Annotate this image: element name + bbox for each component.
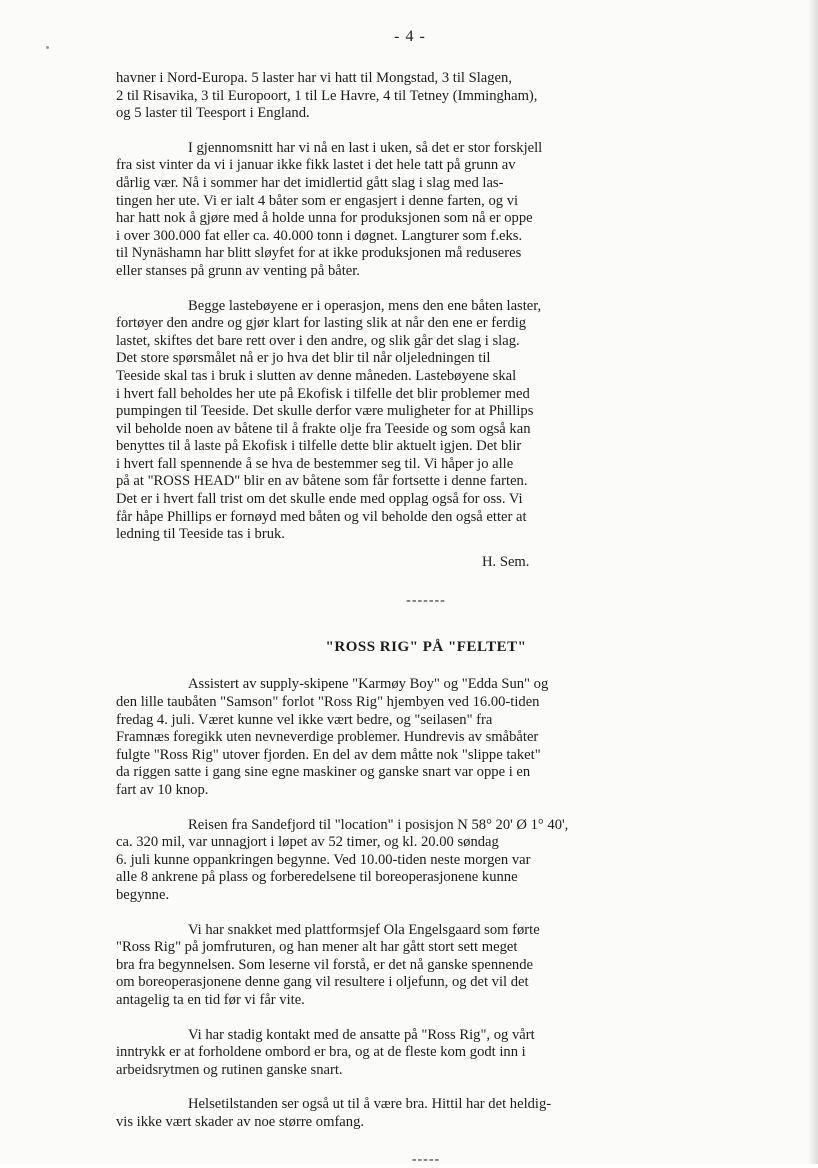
text-line: og 5 laster til Teesport i England. bbox=[116, 105, 310, 122]
text-line: 2 til Risavika, 3 til Europoort, 1 til Le Havre, 4 til Tetney (Immingham), bbox=[116, 87, 538, 104]
text-line: bra fra begynnelsen. Som leserne vil forstå, er det nå ganske spennende bbox=[116, 956, 533, 973]
text-line: i hvert fall spennende å se hva de bestemmer seg til. Vi håper jo alle bbox=[116, 455, 514, 472]
text-line: får håpe Phillips er fornøyd med båten og vil beholde den også etter at bbox=[116, 508, 527, 525]
section-divider: ----- bbox=[411, 1151, 441, 1167]
text-line: pumpingen til Teeside. Det skulle derfor være muligheter for at Phillips bbox=[116, 403, 534, 420]
text-line: ca. 320 mil, var unnagjort i løpet av 52 timer, og kl. 20.00 søndag bbox=[116, 834, 499, 851]
text-line: den lille taubåten "Samson" forlot "Ross Rig" hjembyen ved 16.00-tiden bbox=[116, 694, 540, 711]
text-line: da riggen satte i gang sine egne maskiner og ganske snart var oppe i en bbox=[116, 764, 531, 781]
text-line: antagelig ta en tid før vi får vite. bbox=[116, 991, 305, 1008]
text-line: Helsetilstanden ser også ut til å være bra. Hittil har det heldig- bbox=[188, 1096, 552, 1113]
paragraph-health bbox=[116, 1096, 736, 1131]
paragraph-platform-chief bbox=[116, 922, 736, 1010]
text-line: 6. juli kunne oppankringen begynne. Ved 10.00-tiden neste morgen var bbox=[116, 851, 531, 868]
paragraph-ports-list bbox=[116, 70, 736, 123]
text-line: vil beholde noen av båtene til å frakte olje fra Teeside og som også kan bbox=[116, 420, 531, 437]
paragraph-loading-frequency bbox=[116, 140, 736, 281]
text-line: Framnæs foregikk uten nevneverdige problemer. Hundrevis av småbåter bbox=[116, 729, 539, 746]
text-line: fra sist vinter da vi i januar ikke fikk lastet i det hele tatt på grunn av bbox=[116, 157, 516, 174]
section-divider: ------- bbox=[406, 593, 446, 609]
text-line: havner i Nord-Europa. 5 laster har vi hatt til Mongstad, 3 til Slagen, bbox=[116, 70, 512, 86]
text-line: Det store spørsmålet nå er jo hva det blir til når oljeledningen til bbox=[116, 350, 491, 367]
text-line: dårlig vær. Nå i sommer har det imidlertid gått slag i slag med las- bbox=[116, 174, 504, 191]
section-title: "ROSS RIG" PÅ "FELTET" bbox=[325, 639, 527, 656]
text-line: har hatt nok å gjøre med å holde unna for produksjonen som nå er oppe bbox=[116, 210, 533, 227]
text-line: til Nynäshamn har blitt sløyfet for at ikke produksjonen må reduseres bbox=[116, 245, 522, 262]
text-line: Teeside skal tas i bruk i slutten av denne måneden. Lastebøyene skal bbox=[116, 367, 517, 384]
text-line: på at "ROSS HEAD" blir en av båtene som får fortsette i denne farten. bbox=[116, 473, 528, 490]
text-line: vis ikke vært skader av noe større omfang. bbox=[116, 1113, 365, 1130]
text-line: fredag 4. juli. Været kunne vel ikke vært bedre, og "seilasen" fra bbox=[116, 711, 493, 728]
paragraph-loading-buoys bbox=[116, 298, 736, 544]
text-line: "Ross Rig" på jomfruturen, og han mener alt har gått stort sett meget bbox=[116, 939, 518, 956]
scan-speck bbox=[46, 46, 49, 49]
paragraph-departure bbox=[116, 676, 736, 799]
page-edge-shadow bbox=[808, 0, 818, 1164]
paragraph-voyage bbox=[116, 817, 736, 905]
text-line: I gjennomsnitt har vi nå en last i uken, så det er stor forskjell bbox=[188, 139, 543, 156]
text-line: ledning til Teeside tas i bruk. bbox=[116, 526, 285, 543]
text-line: om boreoperasjonene denne gang vil resultere i oljefunn, og det vil det bbox=[116, 974, 529, 991]
page-content bbox=[116, 70, 736, 1168]
text-line: i over 300.000 fat eller ca. 40.000 tonn i døgnet. Langturer som f.eks. bbox=[116, 227, 523, 244]
text-line: fulgte "Ross Rig" utover fjorden. En del av dem måtte nok "slippe taket" bbox=[116, 746, 541, 763]
text-line: eller stanses på grunn av venting på båter. bbox=[116, 262, 360, 279]
text-line: begynne. bbox=[116, 886, 170, 903]
text-line: Det er i hvert fall trist om det skulle ende med opplag også for oss. Vi bbox=[116, 491, 523, 508]
text-line: Vi har stadig kontakt med de ansatte på "Ross Rig", og vårt bbox=[188, 1026, 535, 1043]
text-line: Begge lastebøyene er i operasjon, mens den ene båten laster, bbox=[188, 297, 542, 314]
text-line: alle 8 ankrene på plass og forberedelsene til boreoperasjonene kunne bbox=[116, 869, 518, 886]
text-line: Reisen fra Sandefjord til "location" i posisjon N 58° 20' Ø 1° 40', bbox=[188, 816, 569, 833]
text-line: i hvert fall beholdes her ute på Ekofisk i tilfelle det blir problemer med bbox=[116, 385, 530, 402]
text-line: benyttes til å laste på Ekofisk i tilfelle dette blir aktuelt igjen. Det blir bbox=[116, 438, 522, 455]
paragraph-crew-contact bbox=[116, 1027, 736, 1080]
text-line: tingen her ute. Vi er ialt 4 båter som er engasjert i denne farten, og vi bbox=[116, 192, 519, 209]
page-number: - 4 - bbox=[394, 28, 426, 45]
text-line: inntrykk er at forholdene ombord er bra, og at de fleste kom godt inn i bbox=[116, 1044, 526, 1061]
text-line: arbeidsrytmen og rutinen ganske snart. bbox=[116, 1061, 343, 1078]
text-line: Vi har snakket med plattformsjef Ola Engelsgaard som førte bbox=[188, 921, 540, 938]
text-line: fortøyer den andre og gjør klart for lasting slik at når den ene er ferdig bbox=[116, 315, 527, 332]
text-line: Assistert av supply-skipene "Karmøy Boy" og "Edda Sun" og bbox=[188, 676, 549, 693]
text-line: lastet, skiftes det bare rett over i den andre, og slik går det slag i slag. bbox=[116, 332, 520, 349]
author-signature: H. Sem. bbox=[482, 553, 530, 570]
text-line: fart av 10 knop. bbox=[116, 782, 209, 798]
